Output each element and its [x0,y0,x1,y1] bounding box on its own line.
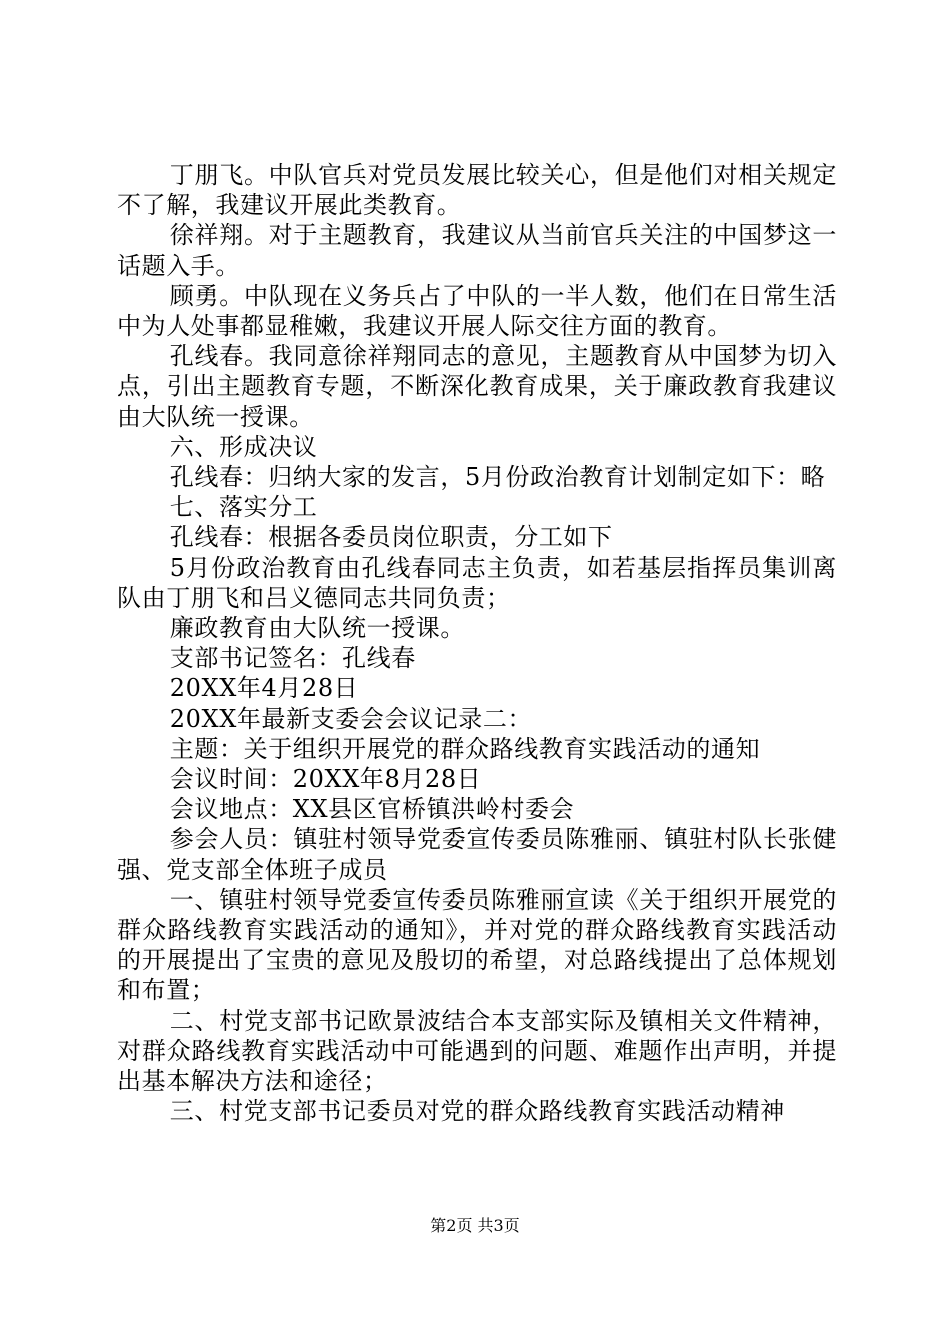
paragraph: 廉政教育由大队统一授课。 [169,614,465,643]
record-title: 20XX年最新支委会会议记录二： [169,704,533,733]
paragraph: 三、村党支部书记委员对党的群众路线教育实践活动精神 [169,1097,785,1126]
signature-line: 支部书记签名：孔线春 [169,644,416,673]
page-number-footer: 第2页 共3页 [430,1216,520,1235]
paragraph: 5月份政治教育由孔线春同志主负责，如若基层指挥员集训离队由丁朋飞和吕义德同志共同负责； [117,553,837,612]
paragraph: 孔线春：归纳大家的发言，5月份政治教育计划制定如下：略 [169,463,826,492]
meeting-time: 会议时间：20XX年8月28日 [169,765,482,794]
paragraph: 一、镇驻村领导党委宣传委员陈雅丽宣读《关于组织开展党的群众路线教育实践活动的通知》，并对党的群众路线教育实践活动的开展提出了宝贵的意见及殷切的希望，对总路线提出了总体规划和布置； [117,885,837,1005]
paragraph: 孔线春：根据各委员岗位职责，分工如下 [169,523,613,552]
section-heading: 七、落实分工 [169,493,318,522]
meeting-attendees: 参会人员：镇驻村领导党委宣传委员陈雅丽、镇驻村队长张健强、党支部全体班子成员 [117,825,837,884]
paragraph: 孔线春。我同意徐祥翔同志的意见，主题教育从中国梦为切入点，引出主题教育专题，不断深化教育成果，关于廉政教育我建议由大队统一授课。 [117,342,837,431]
meeting-topic: 主题：关于组织开展党的群众路线教育实践活动的通知 [169,734,761,763]
section-heading: 六、形成决议 [169,432,318,461]
document-body [117,160,837,1127]
paragraph: 顾勇。中队现在义务兵占了中队的一半人数，他们在日常生活中为人处事都显稚嫩，我建议开展人际交往方面的教育。 [117,281,837,341]
meeting-location: 会议地点：XX县区官桥镇洪岭村委会 [169,795,575,824]
paragraph: 丁朋飞。中队官兵对党员发展比较关心，但是他们对相关规定不了解，我建议开展此类教育。 [117,161,837,220]
date-line: 20XX年4月28日 [169,674,359,703]
paragraph: 二、村党支部书记欧景波结合本支部实际及镇相关文件精神，对群众路线教育实践活动中可能遇到的问题、难题作出声明，并提出基本解决方法和途径； [117,1006,837,1096]
paragraph: 徐祥翔。对于主题教育，我建议从当前官兵关注的中国梦这一话题入手。 [117,221,837,280]
